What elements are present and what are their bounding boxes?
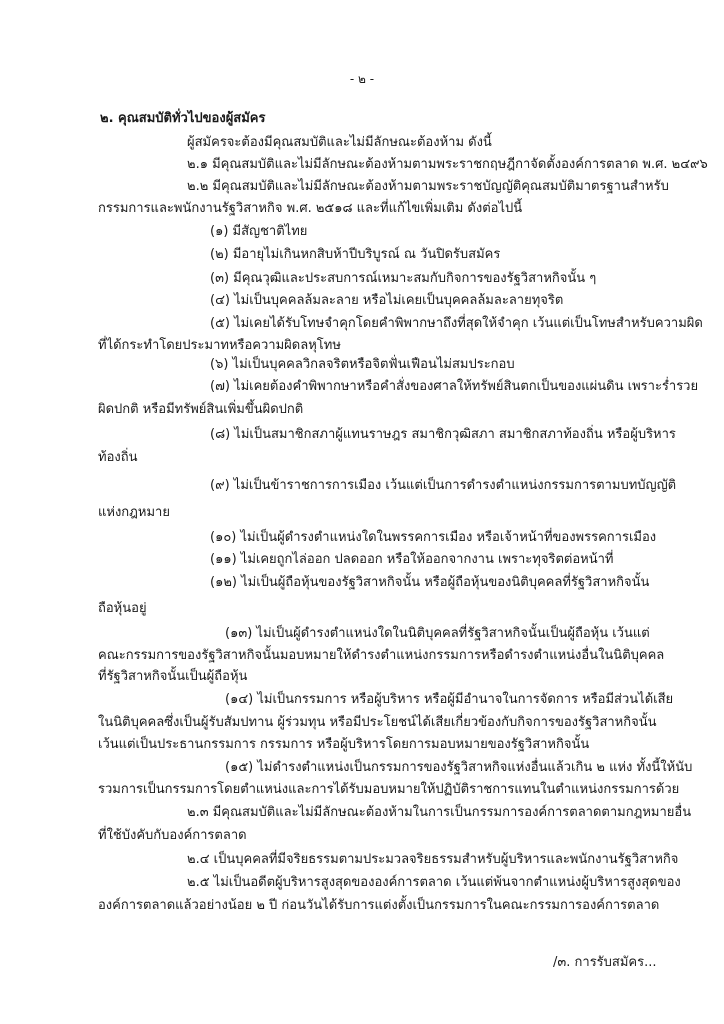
item-7: (๗) ไม่เคยต้องคำพิพากษาหรือคำสั่งของศาลให้ทรัพย์สินตกเป็นของแผ่นดิน เพราะร่ำรวย	[210, 379, 699, 394]
item-14-cont-2: เว้นแต่เป็นประธานกรรมการ กรรมการ หรือผู้บริหารโดยการมอบหมายของรัฐวิสาหกิจนั้น	[98, 737, 590, 752]
item-4: (๔) ไม่เป็นบุคคลล้มละลาย หรือไม่เคยเป็นบุคคลล้มละลายทุจริต	[210, 293, 564, 308]
item-5: (๕) ไม่เคยได้รับโทษจำคุกโดยคำพิพากษาถึงที่สุดให้จำคุก เว้นแต่เป็นโทษสำหรับความผิด	[210, 316, 703, 331]
item-2: (๒) มีอายุไม่เกินหกสิบห้าปีบริบูรณ์ ณ วันปิดรับสมัคร	[210, 247, 501, 262]
clause-2-3: ๒.๓ มีคุณสมบัติและไม่มีลักษณะต้องห้ามในการเป็นกรรมการองค์การตลาดตามกฎหมายอื่น	[187, 805, 692, 820]
item-6: (๖) ไม่เป็นบุคคลวิกลจริตหรือจิตฟั่นเฟือนไม่สมประกอบ	[210, 357, 515, 372]
item-3: (๓) มีคุณวุฒิและประสบการณ์เหมาะสมกับกิจการของรัฐวิสาหกิจนั้น ๆ	[210, 271, 597, 286]
clause-2-4: ๒.๔ เป็นบุคคลที่มีจริยธรรมตามประมวลจริยธรรมสำหรับผู้บริหารและพนักงานรัฐวิสาหกิจ	[187, 852, 679, 867]
clause-2-2: ๒.๒ มีคุณสมบัติและไม่มีลักษณะต้องห้ามตามพระราชบัญญัติคุณสมบัติมาตรฐานสำหรับ	[187, 179, 669, 194]
clause-2-5: ๒.๕ ไม่เป็นอดีตผู้บริหารสูงสุดขององค์การตลาด เว้นแต่พ้นจากตำแหน่งผู้บริหารสูงสุดของ	[187, 875, 681, 890]
item-9-cont: แห่งกฎหมาย	[98, 505, 170, 520]
item-12: (๑๒) ไม่เป็นผู้ถือหุ้นของรัฐวิสาหกิจนั้น หรือผู้ถือหุ้นของนิติบุคคลที่รัฐวิสาหกิจนั้น	[210, 575, 650, 590]
item-15-cont: รวมการเป็นกรรมการโดยตำแหน่งและการได้รับมอบหมายให้ปฏิบัติราชการแทนในตำแหน่งกรรมการด้วย	[98, 782, 680, 797]
item-12-cont: ถือหุ้นอยู่	[98, 601, 147, 616]
page-number: - ๒ -	[349, 72, 375, 86]
item-8-cont: ท้องถิ่น	[98, 450, 138, 465]
clause-2-1: ๒.๑ มีคุณสมบัติและไม่มีลักษณะต้องห้ามตามพระราชกฤษฎีกาจัดตั้งองค์การตลาด พ.ศ. ๒๔๙๖	[187, 157, 708, 172]
section-heading: ๒. คุณสมบัติทั่วไปของผู้สมัคร	[100, 111, 266, 126]
clause-2-3-cont: ที่ใช้บังคับกับองค์การตลาด	[98, 828, 247, 843]
clause-2-5-cont: องค์การตลาดแล้วอย่างน้อย ๒ ปี ก่อนวันได้รับการแต่งตั้งเป็นกรรมการในคณะกรรมการองค์การตลาด	[98, 898, 660, 913]
item-13: (๑๓) ไม่เป็นผู้ดำรงตำแหน่งใดในนิติบุคคลที่รัฐวิสาหกิจนั้นเป็นผู้ถือหุ้น เว้นแต่	[225, 626, 650, 641]
item-14: (๑๔) ไม่เป็นกรรมการ หรือผู้บริหาร หรือผู้มีอำนาจในการจัดการ หรือมีส่วนได้เสีย	[225, 692, 674, 707]
item-15: (๑๕) ไม่ดำรงตำแหน่งเป็นกรรมการของรัฐวิสาหกิจแห่งอื่นแล้วเกิน ๒ แห่ง ทั้งนี้ให้นับ	[225, 760, 693, 775]
item-13-cont-2: ที่รัฐวิสาหกิจนั้นเป็นผู้ถือหุ้น	[98, 669, 248, 684]
item-14-cont-1: ในนิติบุคคลซึ่งเป็นผู้รับสัมปทาน ผู้ร่วมทุน หรือมีประโยชน์ได้เสียเกี่ยวข้องกับกิจการของรัฐวิสาหกิจนั้น	[98, 715, 657, 730]
item-9: (๙) ไม่เป็นข้าราชการการเมือง เว้นแต่เป็นการดำรงตำแหน่งกรรมการตามบทบัญญัติ	[210, 478, 677, 493]
section-intro: ผู้สมัครจะต้องมีคุณสมบัติและไม่มีลักษณะต้องห้าม ดังนี้	[187, 135, 492, 150]
item-11: (๑๑) ไม่เคยถูกไล่ออก ปลดออก หรือให้ออกจากงาน เพราะทุจริตต่อหน้าที่	[210, 552, 614, 567]
item-8: (๘) ไม่เป็นสมาชิกสภาผู้แทนราษฎร สมาชิกวุฒิสภา สมาชิกสภาท้องถิ่น หรือผู้บริหาร	[210, 427, 676, 442]
item-5-cont: ที่ได้กระทำโดยประมาทหรือความผิดลหุโทษ	[98, 338, 341, 353]
item-7-cont: ผิดปกติ หรือมีทรัพย์สินเพิ่มขึ้นผิดปกติ	[98, 402, 304, 417]
continuation-note: /๓. การรับสมัคร...	[553, 955, 657, 970]
clause-2-2-cont: กรรมการและพนักงานรัฐวิสาหกิจ พ.ศ. ๒๕๑๘ และที่แก้ไขเพิ่มเติม ดังต่อไปนี้	[98, 201, 523, 216]
item-1: (๑) มีสัญชาติไทย	[210, 224, 308, 239]
item-10: (๑๐) ไม่เป็นผู้ดำรงตำแหน่งใดในพรรคการเมือง หรือเจ้าหน้าที่ของพรรคการเมือง	[210, 530, 657, 545]
item-13-cont-1: คณะกรรมการของรัฐวิสาหกิจนั้นมอบหมายให้ดำรงตำแหน่งกรรมการหรือดำรงตำแหน่งอื่นในนิติบุคคล	[98, 648, 665, 663]
